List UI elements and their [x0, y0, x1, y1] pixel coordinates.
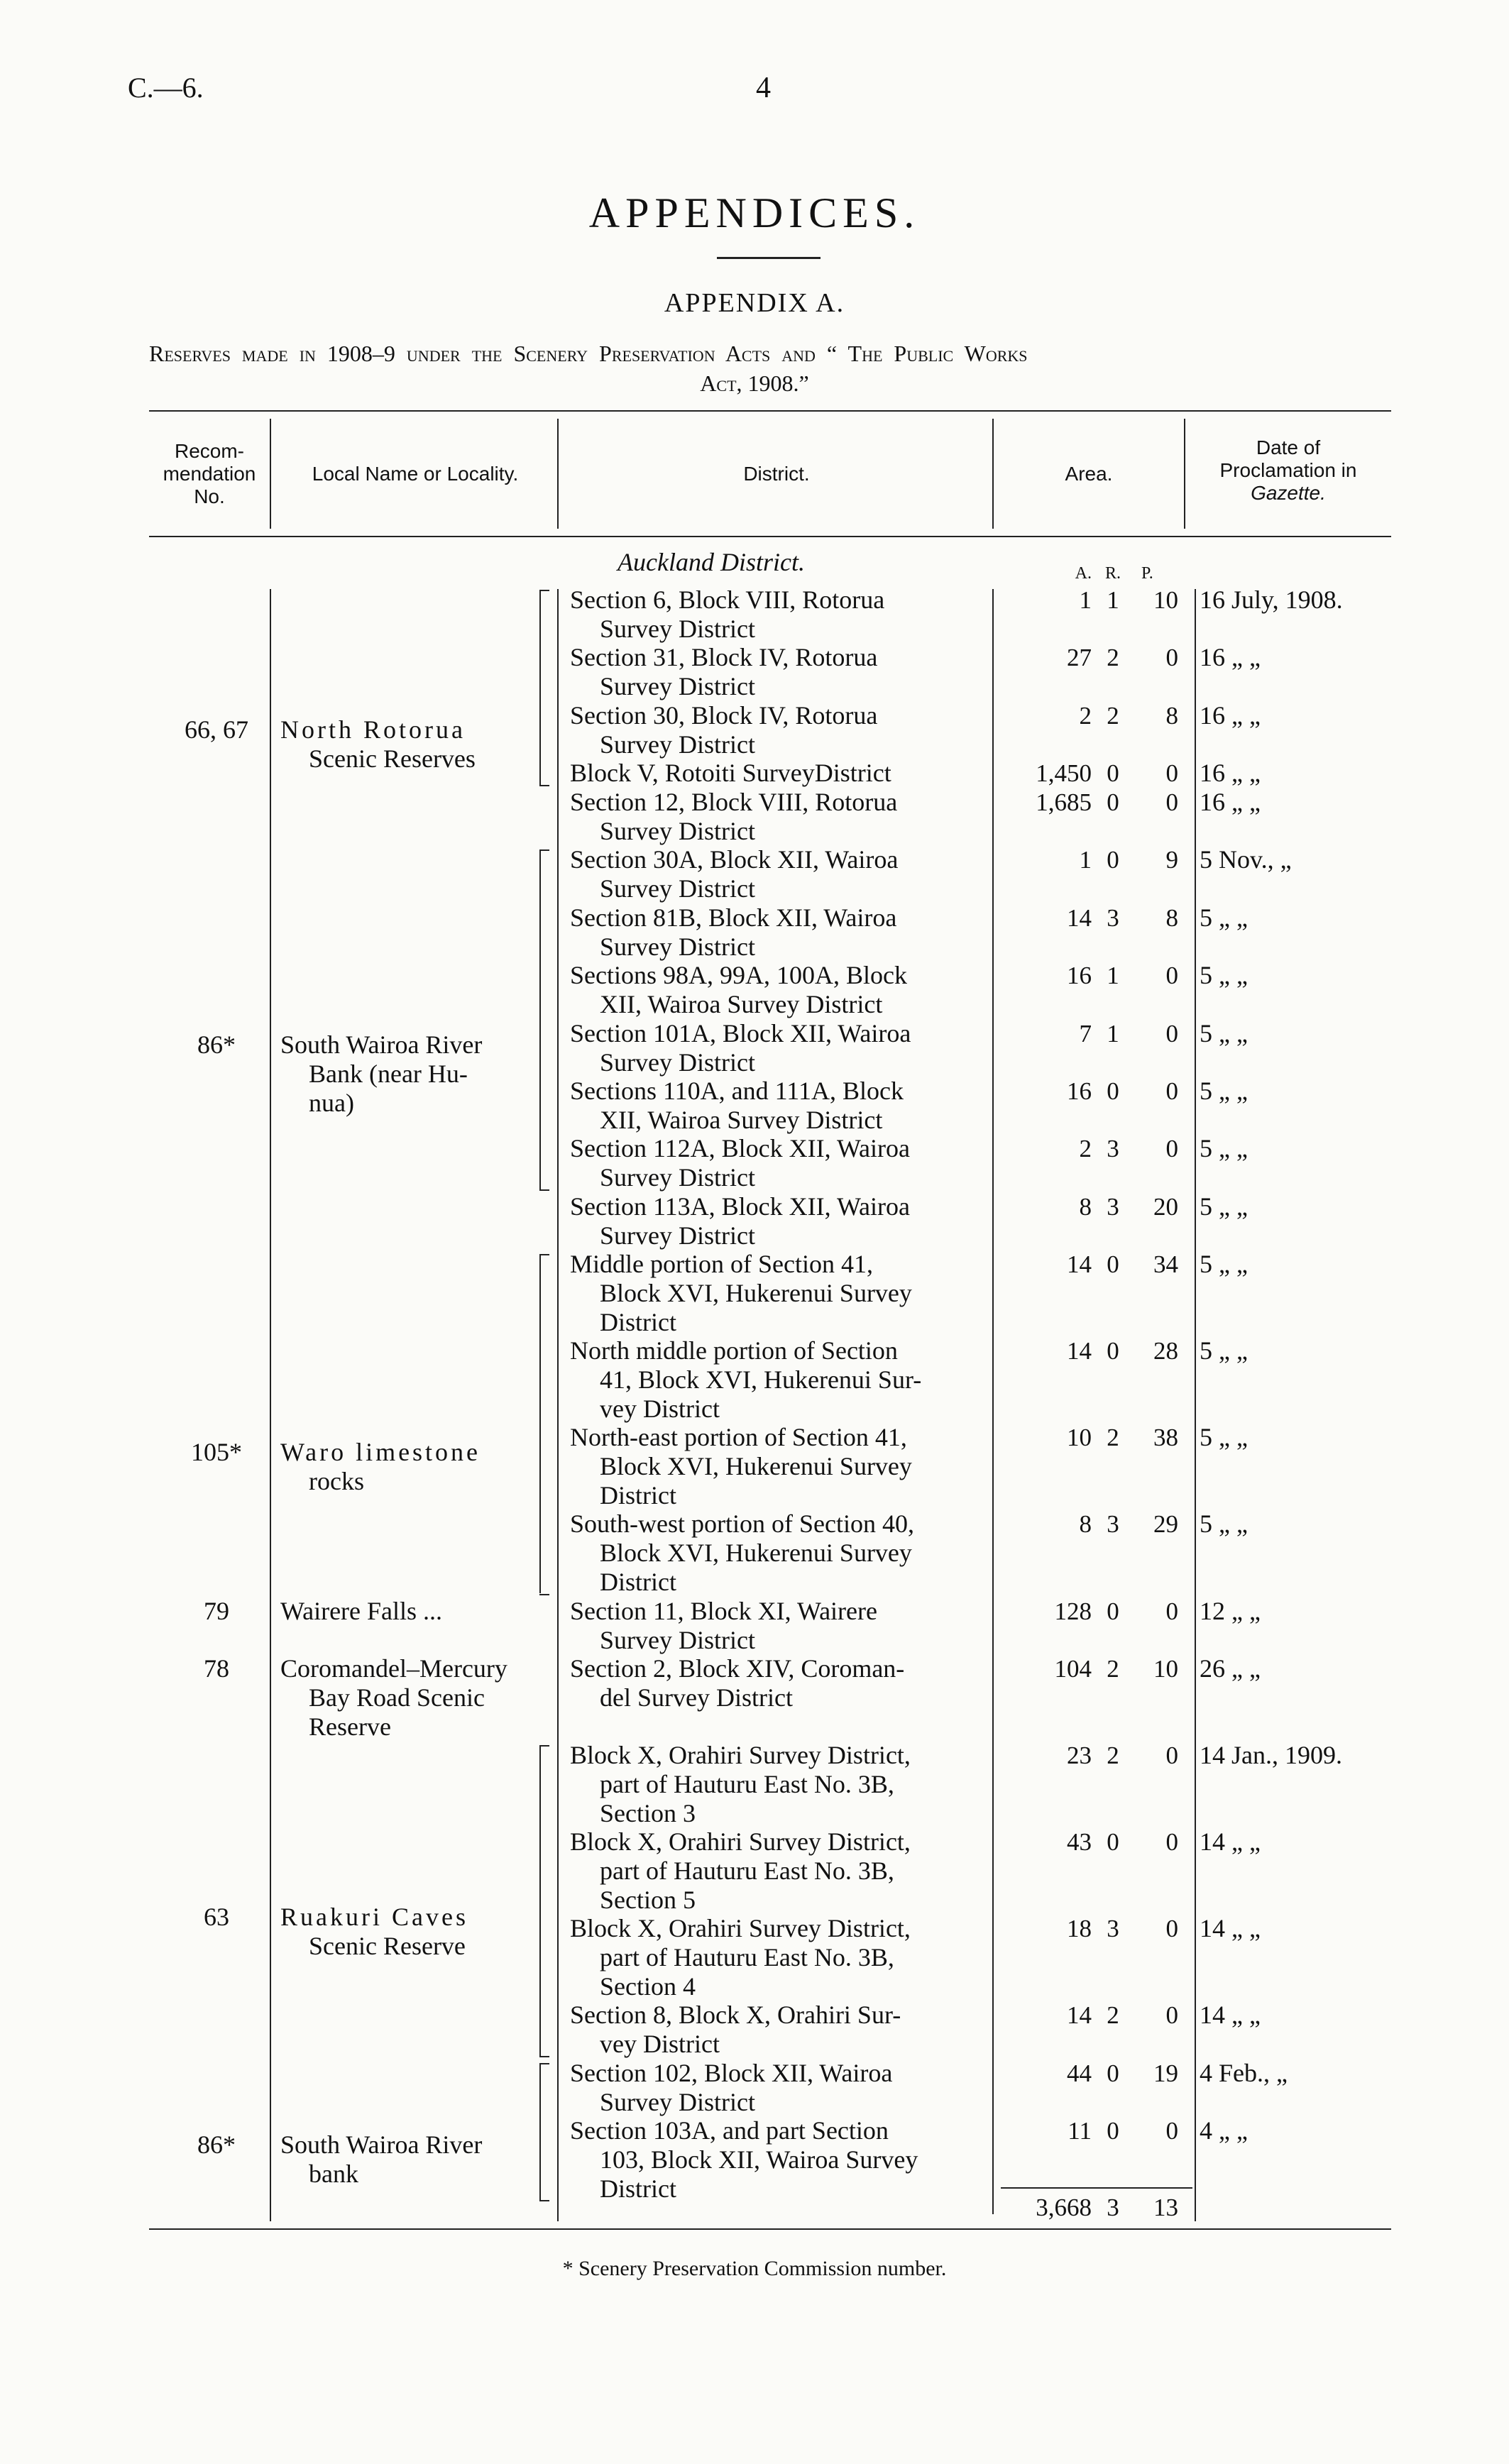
group-brace-tip	[539, 849, 549, 851]
district-entry-line: Survey District	[600, 672, 755, 701]
area-roods: 0	[1107, 2059, 1119, 2087]
area-roods: 3	[1107, 1915, 1119, 1943]
district-entry	[570, 643, 989, 701]
district-entry-line: Block X, Orahiri Survey District,	[570, 1914, 911, 1943]
group-brace	[539, 1254, 541, 1593]
proclamation-date: 16 „ „	[1200, 643, 1261, 672]
district-entry	[570, 1336, 989, 1424]
unit-roods: R.	[1104, 564, 1121, 583]
area-acres: 1	[1079, 586, 1092, 614]
proclamation-date: 4 „ „	[1200, 2116, 1248, 2145]
area-acres: 16	[1067, 1077, 1092, 1105]
proclamation-date: 5 „ „	[1200, 961, 1248, 990]
area-perches: 0	[1165, 1077, 1178, 1105]
district-entry-line: Section 30A, Block XII, Wairoa	[570, 845, 899, 874]
area-acres: 104	[1054, 1654, 1092, 1683]
district-entry-line: Section 112A, Block XII, Wairoa	[570, 1134, 911, 1163]
area-roods: 1	[1107, 586, 1119, 614]
district-entry-line: XII, Wairoa Survey District	[600, 990, 883, 1019]
locality-name	[280, 1030, 543, 1118]
area-roods: 1	[1107, 962, 1119, 990]
area-roods: 2	[1107, 701, 1119, 730]
district-entry-line: Section 2, Block XIV, Coroman-	[570, 1654, 905, 1683]
area-acres: 14	[1067, 2001, 1092, 2030]
recommendation-number: 79	[204, 1596, 229, 1625]
locality-line: Scenic Reserves	[309, 744, 476, 774]
area-acres: 14	[1067, 1337, 1092, 1365]
group-brace	[539, 849, 541, 1189]
area-perches: 0	[1165, 759, 1178, 788]
area-acres: 2	[1079, 1135, 1092, 1163]
district-entry	[570, 788, 989, 846]
proclamation-date: 4 Feb., „	[1200, 2058, 1288, 2087]
recommendation-number: 66, 67	[185, 715, 248, 744]
area-perches: 0	[1165, 644, 1178, 672]
area-roods: 3	[1107, 903, 1119, 932]
district-entry	[570, 2001, 989, 2059]
district-entry-line: Survey District	[600, 730, 755, 759]
proclamation-date: 5 „ „	[1200, 1423, 1248, 1452]
locality-line: bank	[309, 2160, 358, 2189]
group-brace-tip	[539, 590, 549, 591]
area-roods: 0	[1107, 2117, 1119, 2145]
area-acres: 8	[1079, 1510, 1092, 1539]
district-entry-line: Block V, Rotoiti SurveyDistrict	[570, 759, 891, 788]
district-entry-line: Section 103A, and part Section	[570, 2116, 889, 2145]
proclamation-date: 14 „ „	[1200, 1914, 1261, 1943]
recommendation-number: 63	[204, 1902, 229, 1931]
area-acres: 10	[1067, 1424, 1092, 1452]
district-entry-line: Section 81B, Block XII, Wairoa	[570, 903, 897, 932]
area-acres: 44	[1067, 2059, 1092, 2087]
group-brace-tip	[539, 1254, 549, 1255]
district-entry-line: Survey District	[600, 2087, 755, 2116]
page-title: APPENDICES.	[588, 189, 921, 236]
proclamation-date: 5 „ „	[1200, 1336, 1248, 1365]
locality-line: rocks	[309, 1466, 364, 1495]
district-entry	[570, 1134, 989, 1192]
area-roods: 0	[1107, 759, 1119, 788]
group-brace	[539, 2063, 541, 2201]
district-entry	[570, 1077, 989, 1135]
document-reference: C.—6.	[128, 72, 204, 104]
area-acres: 7	[1079, 1019, 1092, 1047]
proclamation-date: 5 „ „	[1200, 1134, 1248, 1163]
district-entry-line: Section 102, Block XII, Wairoa	[570, 2058, 893, 2087]
total-perches: 13	[1153, 2194, 1178, 2221]
district-entry-line: District	[600, 2174, 676, 2204]
locality-name	[280, 1903, 543, 1961]
proclamation-date: 5 „ „	[1200, 903, 1248, 932]
district-entry-line: Block XVI, Hukerenui Survey	[600, 1539, 912, 1568]
district-entry-line: vey District	[600, 1395, 720, 1424]
area-perches: 29	[1153, 1510, 1178, 1539]
district-entry	[570, 1654, 989, 1712]
area-perches: 0	[1165, 1019, 1178, 1047]
locality-line: nua)	[309, 1088, 354, 1117]
area-perches: 28	[1153, 1337, 1178, 1365]
district-entry-line: part of Hauturu East No. 3B,	[600, 1857, 894, 1886]
district-entry	[570, 759, 989, 788]
area-perches: 20	[1153, 1192, 1178, 1221]
locality-line: Waro limestone	[280, 1437, 481, 1466]
area-perches: 19	[1153, 2059, 1178, 2087]
district-entry-line: Middle portion of Section 41,	[570, 1250, 873, 1279]
table-caption-line2: Act, 1908.”	[700, 370, 809, 396]
district-entry-line: Block XVI, Hukerenui Survey	[600, 1279, 912, 1308]
area-acres: 43	[1067, 1828, 1092, 1857]
group-brace-tip	[539, 1594, 549, 1595]
proclamation-date: 5 „ „	[1200, 1509, 1248, 1539]
area-roods: 0	[1107, 1250, 1119, 1279]
unit-acres: A.	[1075, 564, 1092, 583]
district-entry	[570, 1019, 989, 1077]
area-roods: 1	[1107, 1019, 1119, 1047]
header-area: Area.	[1065, 463, 1113, 485]
proclamation-date: 16 „ „	[1200, 787, 1261, 816]
district-entry-line: Section 11, Block XI, Wairere	[570, 1596, 877, 1625]
area-roods: 0	[1107, 1337, 1119, 1365]
district-entry	[570, 2116, 989, 2204]
area-perches: 0	[1165, 1597, 1178, 1625]
district-entry	[570, 845, 989, 903]
area-acres: 14	[1067, 903, 1092, 932]
locality-line: Coromandel–Mercury	[280, 1654, 507, 1683]
area-acres: 1,450	[1036, 759, 1092, 788]
district-entry	[570, 701, 989, 759]
locality-name	[280, 2130, 543, 2189]
area-roods: 0	[1107, 1077, 1119, 1105]
proclamation-date: 14 „ „	[1200, 2001, 1261, 2030]
district-entry-line: District	[600, 1481, 676, 1510]
locality-line: Scenic Reserve	[309, 1931, 466, 1960]
recommendation-number: 105*	[191, 1437, 242, 1466]
district-entry	[570, 1192, 989, 1250]
district-entry-line: Survey District	[600, 615, 755, 643]
proclamation-date: 12 „ „	[1200, 1596, 1261, 1625]
footnote: * Scenery Preservation Commission number.	[562, 2257, 947, 2280]
district-entry	[570, 1250, 989, 1337]
proclamation-date: 5 „ „	[1200, 1076, 1248, 1105]
area-roods: 2	[1107, 644, 1119, 672]
district-entry	[570, 585, 989, 644]
district-entry-line: Section 113A, Block XII, Wairoa	[570, 1192, 911, 1221]
area-roods: 2	[1107, 2001, 1119, 2030]
district-entry-line: Survey District	[600, 816, 755, 845]
area-perches: 10	[1153, 586, 1178, 614]
district-entry-line: Survey District	[600, 1625, 755, 1654]
district-entry	[570, 961, 989, 1019]
proclamation-date: 26 „ „	[1200, 1654, 1261, 1683]
appendix-heading: APPENDIX A.	[664, 288, 845, 318]
district-entry-line: Section 8, Block X, Orahiri Sur-	[570, 2001, 901, 2030]
area-perches: 0	[1165, 1742, 1178, 1769]
district-entry-line: Block X, Orahiri Survey District,	[570, 1741, 911, 1769]
area-perches: 0	[1165, 2117, 1178, 2145]
area-perches: 10	[1153, 1654, 1178, 1683]
locality-line: Bank (near Hu-	[309, 1059, 468, 1088]
area-acres: 14	[1067, 1250, 1092, 1279]
area-acres: 16	[1067, 962, 1092, 990]
district-entry-line: Survey District	[600, 1163, 755, 1192]
proclamation-date: 16 „ „	[1200, 700, 1261, 730]
unit-perches: P.	[1141, 564, 1153, 583]
district-entry-line: District	[600, 1568, 676, 1597]
proclamation-date: 16 July, 1908.	[1200, 585, 1343, 614]
area-acres: 11	[1068, 2117, 1092, 2145]
header-district: District.	[743, 463, 810, 485]
group-brace-tip	[539, 785, 549, 786]
locality-name	[280, 1654, 543, 1742]
district-entry-line: District	[600, 1308, 676, 1337]
area-roods: 2	[1107, 1742, 1119, 1769]
group-brace-tip	[539, 1189, 549, 1191]
district-entry	[570, 2059, 989, 2117]
area-perches: 38	[1153, 1424, 1178, 1452]
district-entry	[570, 1741, 989, 1828]
recommendation-number: 86*	[197, 2130, 236, 2160]
locality-line: Wairere Falls ...	[280, 1596, 443, 1625]
district-entry-line: 103, Block XII, Wairoa Survey	[600, 2145, 918, 2174]
locality-line: South Wairoa River	[280, 1030, 483, 1059]
area-perches: 0	[1165, 2001, 1178, 2030]
area-roods: 3	[1107, 1135, 1119, 1163]
district-entry-line: Survey District	[600, 1047, 755, 1077]
area-perches: 9	[1165, 846, 1178, 874]
district-entry-line: North-east portion of Section 41,	[570, 1423, 907, 1452]
total-roods: 3	[1107, 2194, 1119, 2221]
locality-line: North Rotorua	[280, 715, 466, 744]
district-entry	[570, 1597, 989, 1655]
area-perches: 0	[1165, 1828, 1178, 1857]
area-acres: 18	[1067, 1915, 1092, 1943]
header-date: Date of Proclamation in Gazette.	[1219, 436, 1357, 504]
area-roods: 0	[1107, 1597, 1119, 1625]
district-entry-line: Section 12, Block VIII, Rotorua	[570, 787, 898, 816]
district-entry	[570, 903, 989, 962]
area-acres: 1,685	[1036, 788, 1092, 816]
locality-line: Ruakuri Caves	[280, 1902, 468, 1931]
group-brace-tip	[539, 2200, 549, 2201]
recommendation-number: 78	[204, 1654, 229, 1683]
area-perches: 0	[1165, 788, 1178, 816]
proclamation-date: 16 „ „	[1200, 759, 1261, 788]
district-heading: Auckland District.	[618, 548, 805, 576]
proclamation-date: 5 „ „	[1200, 1250, 1248, 1279]
group-brace-tip	[539, 1745, 549, 1747]
locality-name	[280, 1438, 543, 1496]
area-roods: 3	[1107, 1510, 1119, 1539]
table-caption-line1: Reserves made in 1908–9 under the Scenery Preservation Acts and “ The Public Works	[149, 341, 1028, 366]
group-brace-tip	[539, 2063, 549, 2064]
area-acres: 1	[1079, 846, 1092, 874]
locality-line: Reserve	[309, 1712, 391, 1741]
district-entry-line: Block X, Orahiri Survey District,	[570, 1827, 911, 1857]
district-entry-line: South-west portion of Section 40,	[570, 1509, 914, 1539]
area-perches: 34	[1153, 1250, 1178, 1279]
district-entry-line: XII, Wairoa Survey District	[600, 1105, 883, 1134]
district-entry-line: Section 31, Block IV, Rotorua	[570, 643, 878, 672]
district-entry-line: Sections 98A, 99A, 100A, Block	[570, 961, 907, 990]
area-perches: 0	[1165, 1135, 1178, 1163]
district-entry-line: Block XVI, Hukerenui Survey	[600, 1452, 912, 1481]
district-entry-line: Section 4	[600, 1972, 696, 2001]
district-entry-line: Survey District	[600, 932, 755, 961]
header-rec: Recom- mendation No.	[163, 440, 256, 507]
proclamation-date: 14 Jan., 1909.	[1200, 1741, 1342, 1769]
proclamation-date: 5 „ „	[1200, 1018, 1248, 1047]
area-perches: 8	[1165, 903, 1178, 932]
area-acres: 27	[1067, 644, 1092, 672]
area-acres: 2	[1079, 701, 1092, 730]
area-roods: 0	[1107, 846, 1119, 874]
locality-name	[280, 715, 543, 774]
district-entry	[570, 1827, 989, 1915]
district-entry-line: Section 30, Block IV, Rotorua	[570, 700, 878, 730]
recommendation-number: 86*	[197, 1030, 236, 1059]
district-entry	[570, 1423, 989, 1510]
locality-line: Bay Road Scenic	[309, 1683, 485, 1712]
district-entry-line: North middle portion of Section	[570, 1336, 898, 1365]
district-entry	[570, 1914, 989, 2001]
district-entry-line: Section 5	[600, 1886, 696, 1915]
area-acres: 23	[1067, 1742, 1092, 1769]
area-roods: 3	[1107, 1192, 1119, 1221]
district-entry-line: part of Hauturu East No. 3B,	[600, 1943, 894, 1972]
group-brace	[539, 590, 541, 785]
area-roods: 2	[1107, 1424, 1119, 1452]
district-entry-line: Section 101A, Block XII, Wairoa	[570, 1018, 911, 1047]
locality-line: South Wairoa River	[280, 2130, 483, 2160]
area-roods: 2	[1107, 1654, 1119, 1683]
district-entry	[570, 1509, 989, 1597]
district-entry-line: Survey District	[600, 1221, 755, 1250]
area-roods: 0	[1107, 788, 1119, 816]
district-entry-line: Survey District	[600, 874, 755, 903]
district-entry-line: vey District	[600, 2030, 720, 2059]
district-entry-line: Sections 110A, and 111A, Block	[570, 1076, 904, 1105]
area-acres: 128	[1054, 1597, 1092, 1625]
district-entry-line: del Survey District	[600, 1683, 793, 1712]
area-roods: 0	[1107, 1828, 1119, 1857]
district-entry-line: part of Hauturu East No. 3B,	[600, 1770, 894, 1798]
area-acres: 8	[1079, 1192, 1092, 1221]
district-entry-line: Section 3	[600, 1799, 696, 1827]
area-perches: 0	[1165, 1915, 1178, 1943]
group-brace-tip	[539, 2056, 549, 2057]
area-perches: 8	[1165, 701, 1178, 730]
group-brace	[539, 1745, 541, 2056]
proclamation-date: 5 Nov., „	[1200, 845, 1292, 874]
district-entry-line: Section 6, Block VIII, Rotorua	[570, 585, 885, 614]
page-number: 4	[756, 72, 771, 104]
proclamation-date: 5 „ „	[1200, 1192, 1248, 1221]
proclamation-date: 14 „ „	[1200, 1827, 1261, 1857]
header-local-name: Local Name or Locality.	[312, 463, 519, 485]
area-perches: 0	[1165, 962, 1178, 990]
district-entry-line: 41, Block XVI, Hukerenui Sur-	[600, 1365, 922, 1395]
locality-name	[280, 1597, 543, 1626]
total-acres: 3,668	[1036, 2194, 1092, 2221]
